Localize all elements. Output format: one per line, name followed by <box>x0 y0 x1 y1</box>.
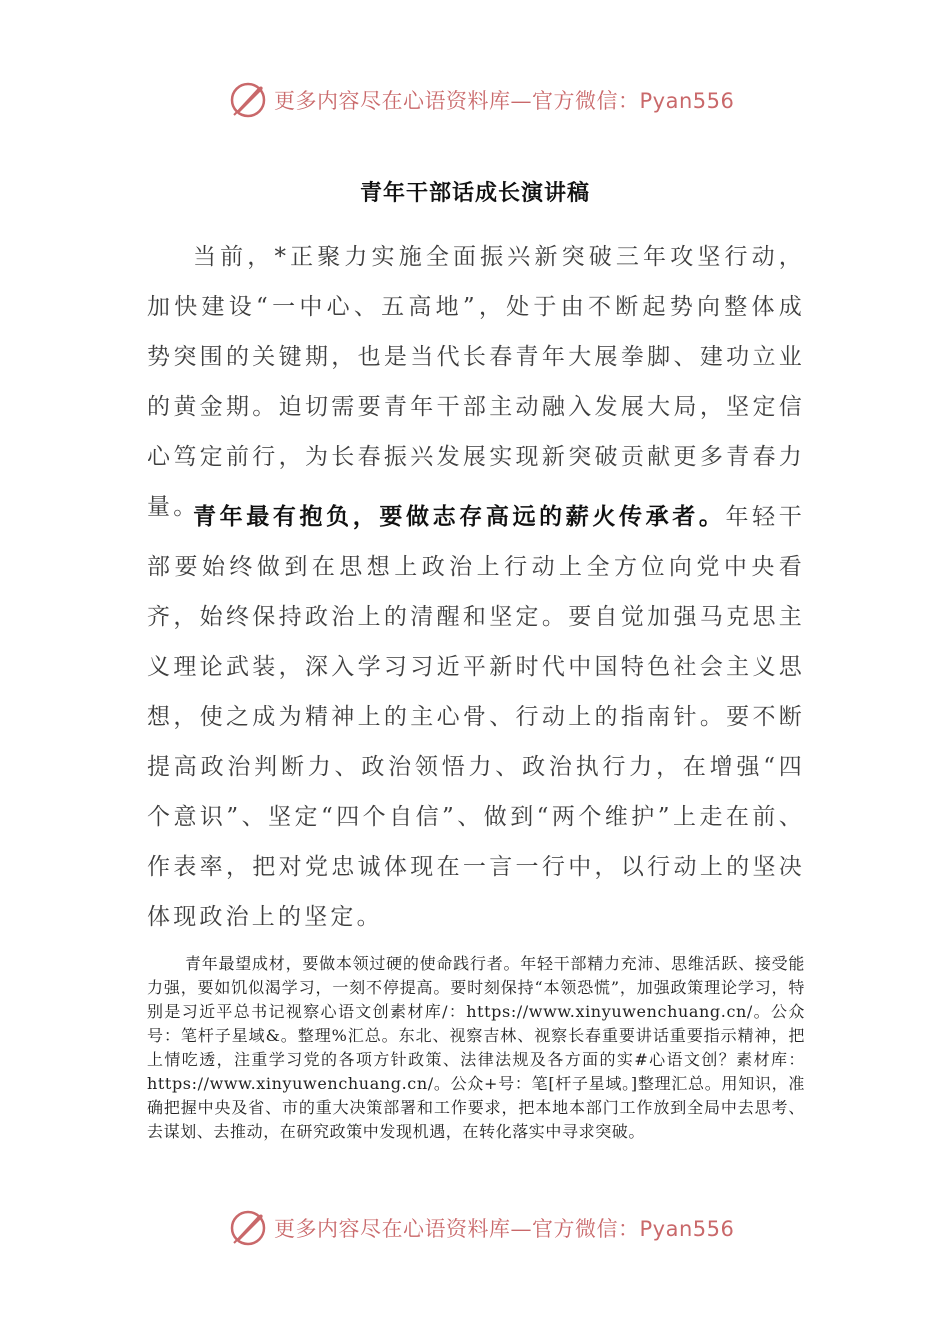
watermark-text: 更多内容尽在心语资料库—官方微信：Pyan556 <box>274 89 735 113</box>
watermark-account: Pyan556 <box>639 1217 735 1241</box>
paragraph-1: 当前，*正聚力实施全面振兴新突破三年攻坚行动，加快建设“一中心、五高地”，处于由不断起势向整体成势突围的关键期，也是当代长春青年大展拳脚、建功立业的黄金期。迫切需要青年干部主动融入发展大局，坚定信心笃定前行，为长春振兴发展实现新突破贡献更多青春力量。 <box>147 244 805 520</box>
watermark-text: 更多内容尽在心语资料库—官方微信：Pyan556 <box>274 1217 735 1241</box>
footer-watermark <box>228 1206 735 1250</box>
paragraph-2-body: 年轻干部要始终做到在思想上政治上行动上全方位向党中央看齐，始终保持政治上的清醒和坚定。要自觉加强马克思主义理论武装，深入学习习近平新时代中国特色社会主义思想，使之成为精神上的主心骨、行动上的指南针。要不断提高政治判断力、政治领悟力、政治执行力，在增强“四个意识”、坚定“四个自信”、做到“两个维护”上走在前、作表率，把对党忠诚体现在一言一行中，以行动上的坚决体现政治上的坚定。 <box>147 504 806 930</box>
header-watermark <box>228 78 735 122</box>
document-title: 青年干部话成长演讲稿 <box>359 181 590 206</box>
paragraph-2 <box>147 492 805 942</box>
paragraph-3: 青年最望成材，要做本领过硬的使命践行者。年轻干部精力充沛、思维活跃、接受能力强，要如饥似渴学习，一刻不停提高。要时刻保持“本领恐慌”，加强政策理论学习，特别是习近平总书记视察心语文创素材库/：https://www.xinyuwenchuang.cn/。公众号：笔杆子星域&。整理%汇总。东北、视察吉林、视察长春重要讲话重要指示精神，把上情吃透，注重学习党的各项方针政策、法律法规及各方面的实#心语文创？素材库：https://www.xinyuwenchuang.cn/。公众+号：笔[杆子星域。]整理汇总。用知识，准确把握中央及省、市的重大决策部署和工作要求，把本地本部门工作放到全局中去思考、去谋划、去推动，在研究政策中发现机遇，在转化落实中寻求突破。 <box>147 954 805 1141</box>
quill-pen-icon <box>228 80 268 120</box>
quill-pen-icon <box>228 1208 268 1248</box>
watermark-account: Pyan556 <box>639 89 735 113</box>
paragraph-2-lead: 青年最有抱负，要做志存高远的薪火传承者。 <box>193 504 726 530</box>
